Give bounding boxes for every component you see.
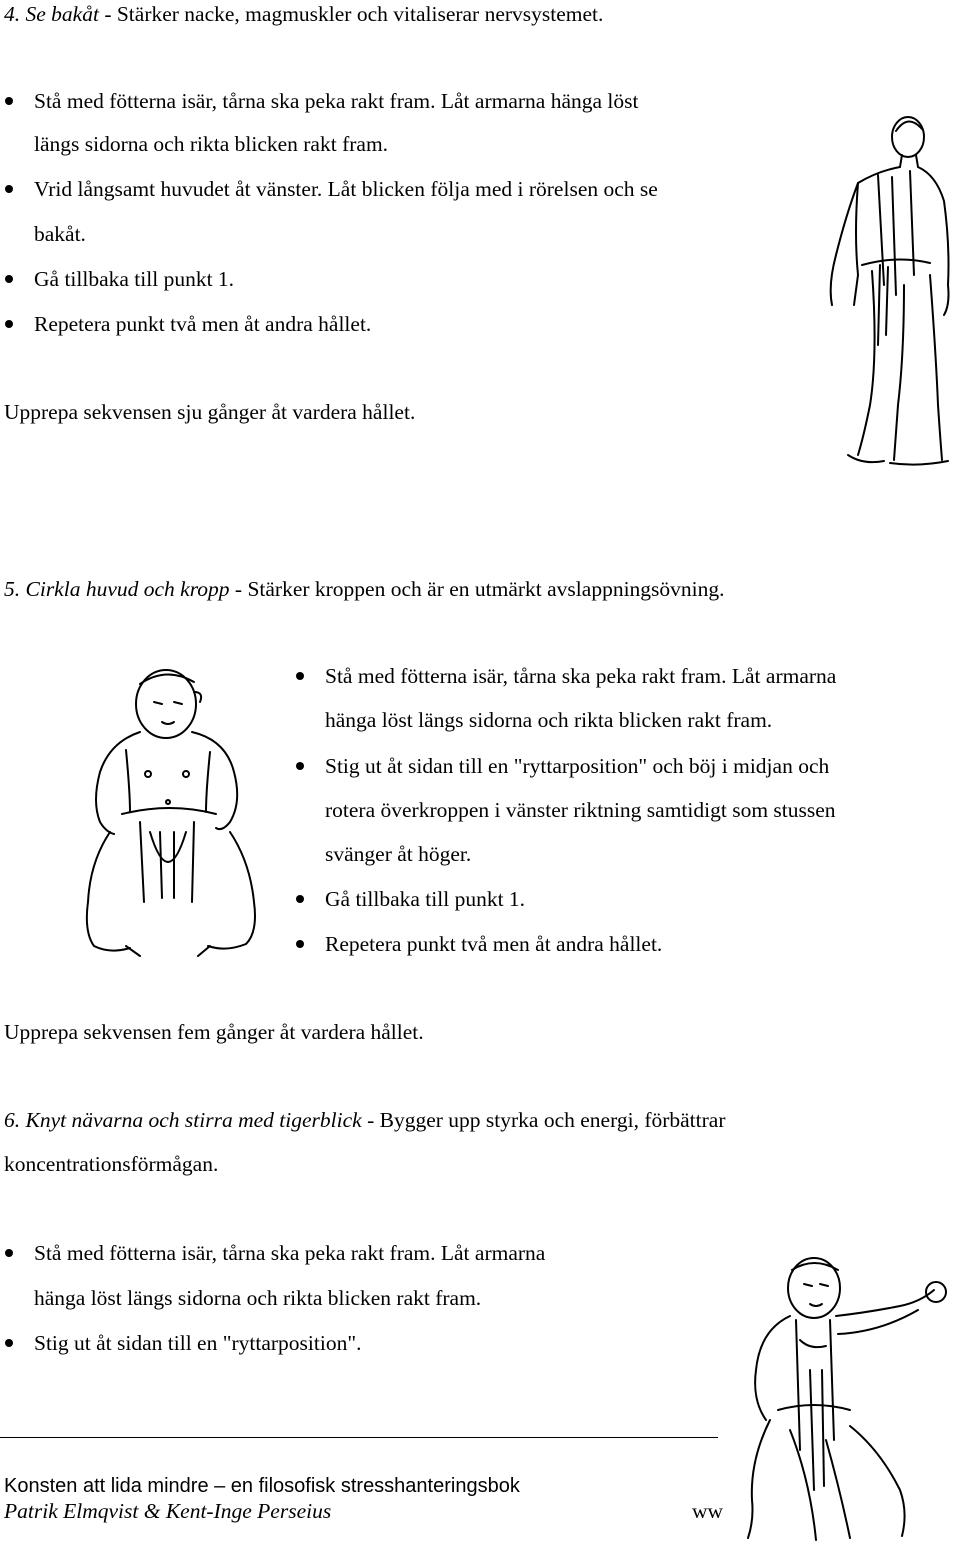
section-4-number: 4.	[4, 2, 21, 26]
footer-book-title: Konsten att lida mindre – en filosofisk stresshanteringsbok	[4, 1475, 520, 1497]
section-5-heading	[4, 575, 725, 603]
s4-bullet-3: Gå tillbaka till punkt 1.	[34, 267, 235, 291]
s4-bullet-1-line-2: längs sidorna och rikta blicken rakt fram.	[34, 132, 389, 156]
section-5-number: 5.	[4, 577, 21, 601]
standing-figure-illustration	[818, 105, 958, 470]
s4-repeat-note: Upprepa sekvensen sju gånger åt vardera hållet.	[4, 400, 416, 424]
tiger-stance-figure-illustration	[730, 1250, 955, 1545]
s5-bullet-2-line-3: svänger åt höger.	[325, 842, 472, 866]
squatting-figure-illustration	[70, 662, 270, 962]
footer-divider	[0, 1437, 718, 1438]
section-5-title: Cirkla huvud och kropp	[25, 577, 230, 601]
footer-authors: Patrik Elmqvist & Kent-Inge Perseius	[4, 1499, 332, 1523]
s4-bullet-1-line-1: Stå med fötterna isär, tårna ska peka rakt fram. Låt armarna hänga löst	[34, 89, 639, 113]
s6-bullet-1-line-1: Stå med fötterna isär, tårna ska peka rakt fram. Låt armarna	[34, 1241, 546, 1265]
s5-bullet-2-line-1: Stig ut åt sidan till en "ryttarposition" och böj i midjan och	[325, 754, 830, 778]
bullet-dot	[296, 672, 304, 680]
bullet-dot	[296, 762, 304, 770]
section-4-title: Se bakåt	[25, 2, 99, 26]
s4-bullet-2-line-2: bakåt.	[34, 222, 86, 246]
bullet-dot	[296, 940, 304, 948]
section-6-title: Knyt nävarna och stirra med tigerblick	[25, 1108, 362, 1132]
section-4-description: - Stärker nacke, magmuskler och vitaliserar nervsystemet.	[98, 2, 604, 26]
s6-bullet-2: Stig ut åt sidan till en "ryttarposition".	[34, 1331, 362, 1355]
section-6-number: 6.	[4, 1108, 21, 1132]
section-6-description-cont: koncentrationsförmågan.	[4, 1152, 219, 1176]
section-6-heading	[4, 1106, 726, 1134]
s5-bullet-3: Gå tillbaka till punkt 1.	[325, 887, 526, 911]
bullet-dot	[5, 97, 13, 105]
bullet-dot	[5, 275, 13, 283]
section-4-heading	[4, 0, 603, 28]
s5-bullet-2-line-2: rotera överkroppen i vänster riktning samtidigt som stussen	[325, 798, 836, 822]
s5-repeat-note: Upprepa sekvensen fem gånger åt vardera hållet.	[4, 1020, 424, 1044]
s5-bullet-4: Repetera punkt två men åt andra hållet.	[325, 932, 663, 956]
bullet-dot	[5, 1339, 13, 1347]
s5-bullet-1-line-1: Stå med fötterna isär, tårna ska peka rakt fram. Låt armarna	[325, 664, 837, 688]
section-6-description: - Bygger upp styrka och energi, förbättrar	[361, 1108, 726, 1132]
bullet-dot	[5, 185, 13, 193]
footer-url: ww	[692, 1499, 724, 1523]
section-5-description: - Stärker kroppen och är en utmärkt avslappningsövning.	[229, 577, 725, 601]
s4-bullet-4: Repetera punkt två men åt andra hållet.	[34, 312, 372, 336]
bullet-dot	[5, 1249, 13, 1257]
s4-bullet-2-line-1: Vrid långsamt huvudet åt vänster. Låt blicken följa med i rörelsen och se	[34, 177, 658, 201]
s6-bullet-1-line-2: hänga löst längs sidorna och rikta blicken rakt fram.	[34, 1286, 482, 1310]
s5-bullet-1-line-2: hänga löst längs sidorna och rikta blicken rakt fram.	[325, 708, 773, 732]
bullet-dot	[296, 895, 304, 903]
bullet-dot	[5, 320, 13, 328]
